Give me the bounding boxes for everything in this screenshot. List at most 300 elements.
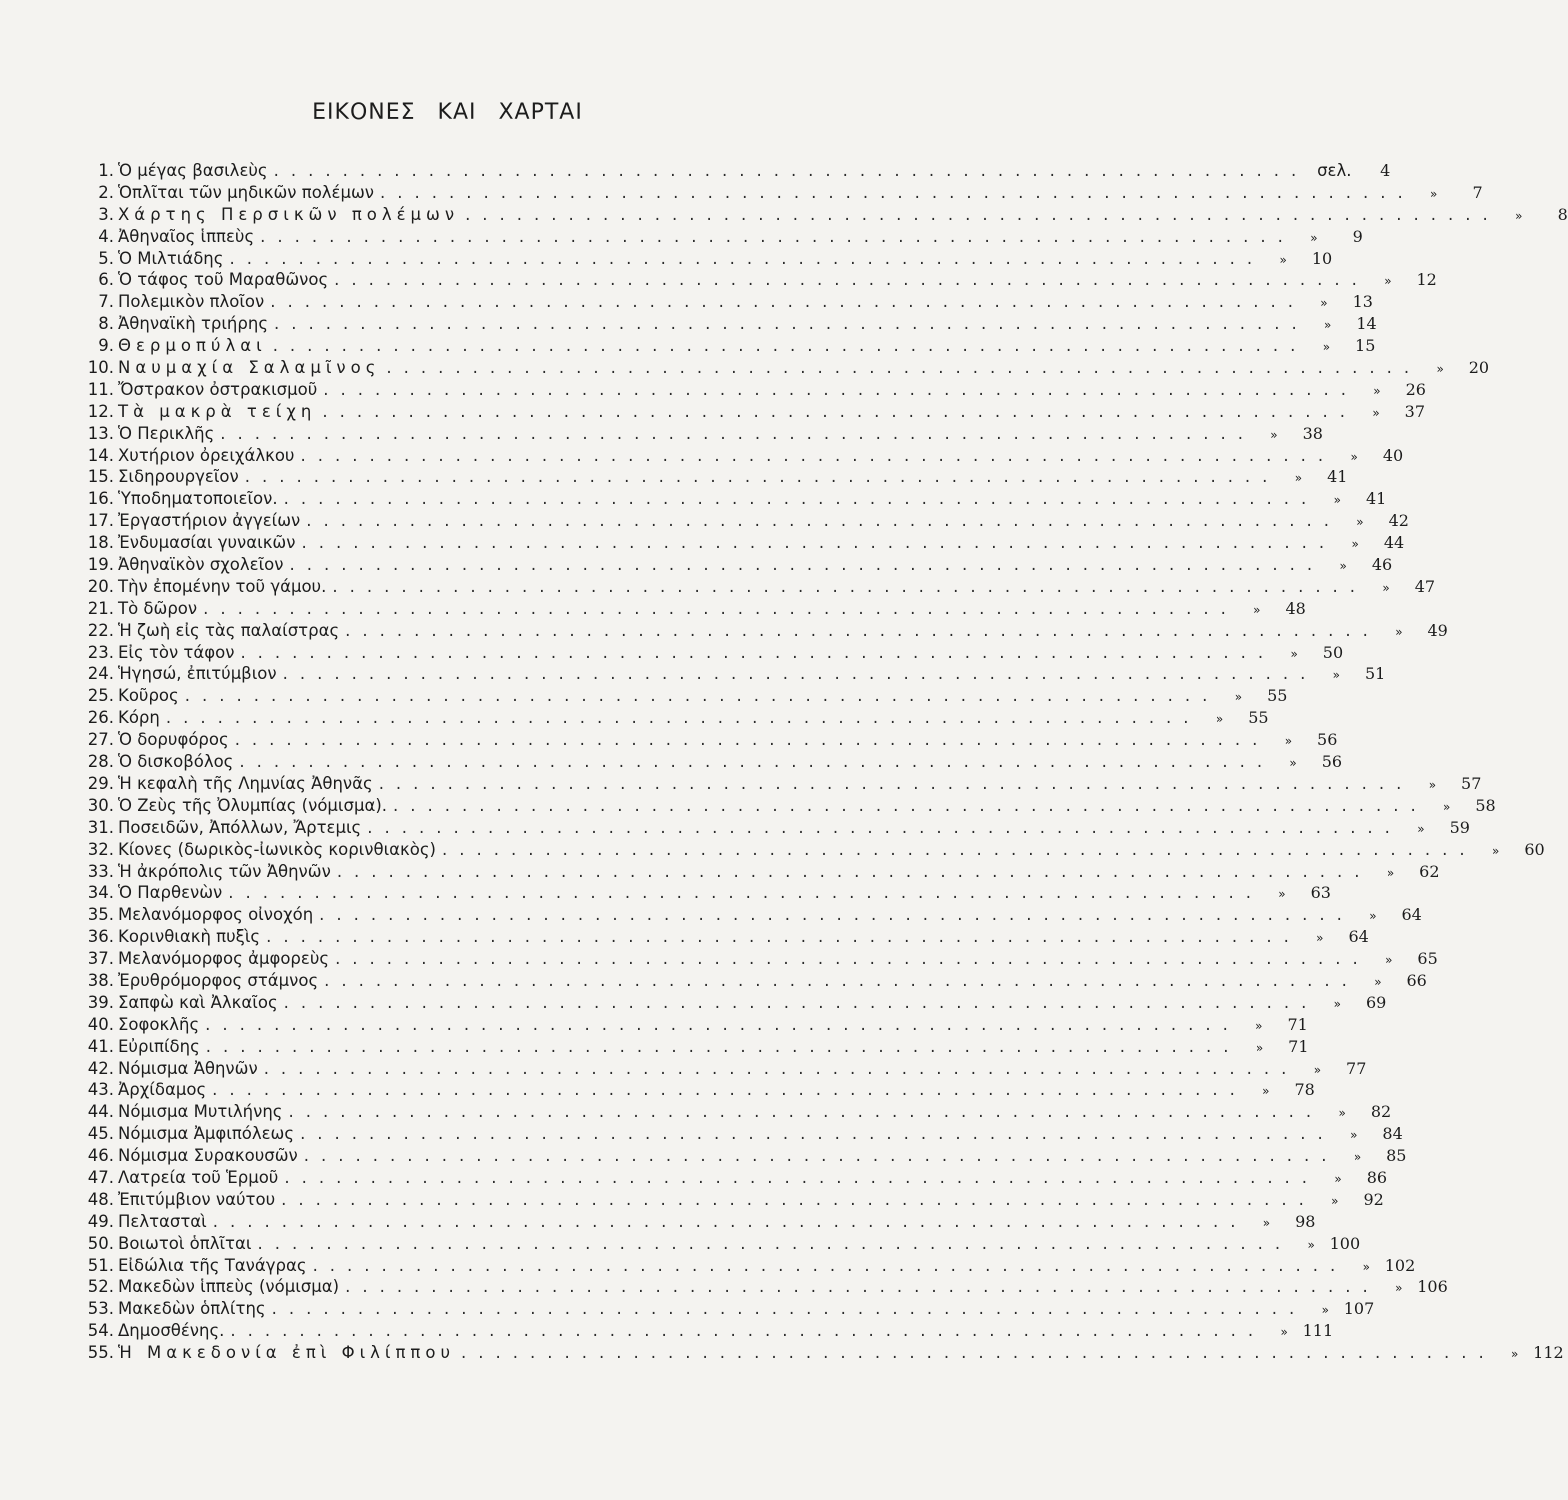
entry-title: Ἀθηναϊκὸν σχολεῖον: [118, 555, 284, 575]
entry-page-number: 84: [1382, 1124, 1403, 1144]
ditto-mark: »: [1492, 843, 1500, 858]
ditto-mark: »: [1332, 668, 1340, 683]
list-item: [70, 313, 1377, 335]
entry-title: Θερμοπύλαι: [118, 336, 267, 356]
entry-number: 42.: [87, 1058, 114, 1078]
entry-number: 54.: [87, 1321, 114, 1341]
ditto-mark: »: [1334, 1171, 1342, 1186]
entry-number: 51.: [87, 1255, 114, 1275]
entry-title: Ὑποδηματοποιεῖον.: [118, 489, 278, 509]
dot-leader: ............................................................: [367, 817, 1402, 837]
list-item: [70, 1255, 1416, 1277]
entry-number: 17.: [87, 511, 114, 531]
entry-page-number: 44: [1383, 533, 1405, 553]
ditto-mark: »: [1436, 362, 1444, 377]
dot-leader: ............................................................: [274, 314, 1309, 334]
ditto-mark: »: [1253, 602, 1261, 617]
dot-leader: ............................................................: [228, 883, 1263, 903]
entry-page-number: 15: [1355, 336, 1376, 356]
dot-leader: ............................................................: [230, 1321, 1266, 1341]
ditto-mark: »: [1428, 777, 1437, 792]
ditto-mark: »: [1356, 515, 1364, 530]
dot-leader: ............................................................: [441, 839, 1477, 859]
entry-number: 33.: [87, 861, 114, 881]
list-item: [70, 182, 1483, 204]
dot-leader: ............................................................: [300, 445, 1336, 465]
ditto-mark: »: [1321, 1303, 1329, 1318]
entry-page-number: 40: [1382, 445, 1404, 465]
dot-leader: ............................................................: [319, 905, 1354, 925]
entry-number: 55.: [87, 1343, 114, 1363]
entry-title: Νόμισμα Συρακουσῶν: [118, 1146, 298, 1166]
entry-page-number: 77: [1346, 1058, 1367, 1078]
dot-leader: ............................................................: [306, 511, 1341, 531]
list-item: [70, 751, 1343, 773]
list-item: [70, 1079, 1315, 1101]
list-item: [70, 1276, 1448, 1298]
entry-page-number: 50: [1322, 642, 1344, 662]
list-item: [70, 204, 1568, 226]
entry-title: Σοφοκλῆς: [118, 1014, 200, 1034]
entry-title: Ὄστρακον ὀστρακισμοῦ: [118, 379, 318, 399]
entry-number: 2.: [98, 182, 114, 202]
ditto-mark: »: [1262, 1215, 1271, 1230]
entry-number: 25.: [87, 686, 114, 706]
entry-title: Ἡ Μακεδονία ἐπὶ Φιλίππου: [118, 1343, 456, 1363]
dot-leader: ............................................................: [205, 1014, 1240, 1034]
list-item: [70, 882, 1331, 904]
ditto-mark: »: [1215, 712, 1224, 727]
list-item: [70, 466, 1348, 488]
entry-number: 27.: [87, 730, 114, 750]
entry-number: 35.: [87, 905, 114, 925]
entry-page-number: 7: [1472, 182, 1483, 202]
dot-leader: ............................................................: [378, 773, 1414, 793]
dot-leader: ............................................................: [334, 270, 1369, 290]
dot-leader: ............................................................: [380, 182, 1415, 202]
entry-page-number: 49: [1427, 620, 1448, 640]
entry-title: Σιδηρουργεῖον: [118, 467, 239, 487]
entry-title: Χυτήριον ὀρειχάλκου: [118, 445, 295, 465]
dot-leader: ............................................................: [282, 664, 1318, 684]
list-item: [70, 423, 1323, 445]
ditto-mark: »: [1339, 559, 1347, 574]
ditto-mark: »: [1262, 1084, 1270, 1099]
entry-number: 3.: [98, 204, 114, 224]
entry-title: Ἀρχίδαμος: [118, 1080, 207, 1100]
entry-number: 22.: [87, 620, 114, 640]
dot-leader: ............................................................: [240, 642, 1276, 662]
entry-number: 12.: [87, 401, 114, 421]
entry-number: 29.: [87, 773, 114, 793]
page-abbreviation: σελ.: [1317, 161, 1352, 180]
entry-page-number: 100: [1329, 1233, 1361, 1253]
entry-number: 9.: [98, 336, 114, 356]
dot-leader: ............................................................: [324, 970, 1359, 990]
entry-number: 18.: [87, 533, 114, 553]
list-item: [70, 1058, 1367, 1080]
ditto-mark: »: [1307, 1237, 1315, 1252]
dot-leader: ............................................................: [386, 358, 1422, 378]
entry-number: 34.: [87, 883, 114, 903]
dot-leader: ............................................................: [229, 248, 1265, 268]
dot-leader: ............................................................: [332, 576, 1368, 596]
dot-leader: ............................................................: [220, 423, 1255, 443]
list-item: [70, 839, 1545, 861]
dot-leader: ............................................................: [273, 161, 1309, 180]
entry-number: 21.: [87, 598, 114, 618]
entry-title: Ὁ Ζεὺς τῆς Ὀλυμπίας (νόμισμα).: [118, 795, 388, 815]
entry-page-number: 56: [1321, 752, 1343, 772]
entry-title: Ποσειδῶν, Ἀπόλλων, Ἄρτεμις: [118, 817, 362, 837]
entry-title: Ἀθηναϊκὴ τριήρης: [118, 314, 269, 334]
entry-number: 53.: [87, 1299, 114, 1319]
page-title: ΕΙΚΟΝΕΣ ΚΑΙ ΧΑΡΤΑΙ: [312, 100, 583, 125]
ditto-mark: »: [1382, 580, 1390, 595]
entry-title: Δημοσθένης.: [118, 1321, 225, 1341]
dot-leader: ............................................................: [212, 1080, 1247, 1100]
entry-number: 50.: [87, 1233, 114, 1253]
ditto-mark: »: [1511, 1347, 1519, 1362]
entry-number: 48.: [87, 1189, 114, 1209]
entry-page-number: 64: [1401, 905, 1422, 925]
entry-page-number: 112: [1533, 1343, 1564, 1363]
entry-number: 5.: [98, 248, 114, 268]
entry-number: 38.: [87, 970, 114, 990]
entry-page-number: 48: [1285, 598, 1306, 618]
ditto-mark: »: [1280, 1325, 1288, 1340]
entry-page-number: 26: [1405, 379, 1426, 399]
entry-title: Νόμισμα Ἀμφιπόλεως: [118, 1124, 295, 1144]
entry-number: 6.: [98, 270, 114, 290]
entry-title: Πολεμικὸν πλοῖον: [118, 292, 265, 312]
dot-leader: ............................................................: [461, 1343, 1496, 1363]
ditto-mark: »: [1322, 340, 1331, 355]
ditto-mark: »: [1313, 1062, 1322, 1077]
ditto-mark: »: [1290, 646, 1298, 661]
entry-title: Ἐνδυμασίαι γυναικῶν: [118, 533, 296, 553]
entry-number: 47.: [87, 1167, 114, 1187]
entry-number: 11.: [87, 379, 114, 399]
entry-page-number: 41: [1327, 467, 1348, 487]
dot-leader: ............................................................: [184, 686, 1220, 706]
entry-page-number: 66: [1406, 970, 1427, 990]
dot-leader: ............................................................: [301, 533, 1337, 553]
entry-number: 24.: [87, 664, 114, 684]
entry-page-number: 10: [1311, 248, 1333, 268]
entry-number: 44.: [87, 1102, 114, 1122]
list-item: [70, 160, 1391, 182]
ditto-mark: »: [1320, 296, 1328, 311]
list-item: [70, 773, 1482, 795]
entry-page-number: 62: [1419, 861, 1440, 881]
dot-leader: ............................................................: [263, 1058, 1299, 1078]
entry-page-number: 60: [1524, 839, 1545, 859]
entry-title: Τὴν ἐπομένην τοῦ γάμου.: [118, 576, 327, 596]
list-item: [70, 1014, 1308, 1036]
entry-title: Μελανόμορφος οἰνοχόη: [118, 905, 314, 925]
list-item: [70, 1101, 1392, 1123]
dot-leader: ............................................................: [288, 1102, 1324, 1122]
dot-leader: ............................................................: [239, 752, 1275, 772]
entry-page-number: 55: [1267, 686, 1288, 706]
entry-title: Μακεδὼν ὁπλίτης: [118, 1299, 266, 1319]
ditto-mark: »: [1395, 1281, 1403, 1296]
list-item: [70, 992, 1387, 1014]
list-item: [70, 291, 1373, 313]
list-item: [70, 1123, 1403, 1145]
list-item: [70, 226, 1363, 248]
ditto-mark: »: [1395, 624, 1403, 639]
dot-leader: ............................................................: [283, 489, 1319, 509]
entry-page-number: 58: [1475, 795, 1496, 815]
entry-page-number: 47: [1414, 576, 1436, 596]
list-item: [70, 663, 1386, 685]
list-item: [70, 1167, 1388, 1189]
entry-page-number: 9: [1352, 226, 1363, 246]
entry-title: Βοιωτοὶ ὁπλῖται: [118, 1233, 252, 1253]
ditto-mark: »: [1331, 1193, 1339, 1208]
list-item: [70, 904, 1422, 926]
entry-page-number: 86: [1366, 1167, 1388, 1187]
ditto-mark: »: [1255, 1018, 1263, 1033]
entry-number: 1.: [98, 161, 114, 180]
ditto-mark: »: [1350, 1128, 1358, 1143]
entry-title: Ἡ ἀκρόπολις τῶν Ἀθηνῶν: [118, 861, 331, 881]
entry-number: 36.: [87, 927, 114, 947]
entry-page-number: 92: [1363, 1189, 1384, 1209]
ditto-mark: »: [1353, 1150, 1362, 1165]
entry-page-number: 57: [1461, 773, 1482, 793]
entry-number: 23.: [87, 642, 114, 662]
entry-title: Μελανόμορφος ἀμφορεὺς: [118, 949, 330, 969]
dot-leader: ............................................................: [271, 1299, 1307, 1319]
entry-page-number: 65: [1417, 949, 1438, 969]
entry-page-number: 12: [1416, 270, 1437, 290]
entry-number: 49.: [87, 1211, 114, 1231]
ditto-mark: »: [1310, 230, 1318, 245]
ditto-mark: »: [1430, 186, 1438, 201]
entry-page-number: 71: [1288, 1036, 1309, 1056]
entry-page-number: 38: [1302, 423, 1323, 443]
dot-leader: ............................................................: [165, 708, 1201, 728]
entry-page-number: 56: [1317, 730, 1338, 750]
ditto-mark: »: [1362, 1259, 1370, 1274]
entry-title: Τὰ μακρὰ τείχη: [118, 401, 317, 421]
ditto-mark: »: [1369, 909, 1377, 924]
dot-leader: ............................................................: [212, 1211, 1248, 1231]
dot-leader: ............................................................: [205, 1036, 1241, 1056]
entry-number: 26.: [87, 708, 114, 728]
list-item: [70, 379, 1426, 401]
entry-title: Ἐρυθρόμορφος στάμνος: [118, 970, 319, 990]
entry-page-number: 20: [1468, 358, 1490, 378]
ditto-mark: »: [1373, 383, 1381, 398]
entry-page-number: 14: [1356, 314, 1377, 334]
ditto-mark: »: [1386, 865, 1395, 880]
dot-leader: ............................................................: [322, 401, 1358, 421]
list-item: [70, 1036, 1309, 1058]
entry-title: Κόρη: [118, 708, 160, 728]
list-item: [70, 970, 1427, 992]
ditto-mark: »: [1255, 1040, 1264, 1055]
ditto-mark: »: [1333, 996, 1342, 1011]
entry-title: Νόμισμα Μυτιλήνης: [118, 1102, 283, 1122]
entry-page-number: 13: [1352, 292, 1373, 312]
dot-leader: ............................................................: [257, 1233, 1293, 1253]
entry-page-number: 8: [1557, 204, 1568, 224]
entry-title: Ὁ μέγας βασιλεὺς: [118, 161, 268, 180]
entry-page-number: 107: [1343, 1299, 1375, 1319]
entry-page-number: 102: [1384, 1255, 1416, 1275]
entry-title: Εἰς τὸν τάφον: [118, 642, 235, 662]
ditto-mark: »: [1234, 690, 1243, 705]
entry-number: 41.: [87, 1036, 114, 1056]
entry-title: Ἡ κεφαλὴ τῆς Λημνίας Ἀθηνᾶς: [118, 773, 373, 793]
entry-title: Ὁ Παρθενὼν: [118, 883, 223, 903]
entry-number: 45.: [87, 1124, 114, 1144]
entry-number: 43.: [87, 1080, 114, 1100]
entry-number: 52.: [87, 1277, 114, 1297]
entry-title: Νόμισμα Ἀθηνῶν: [118, 1058, 258, 1078]
entry-page-number: 37: [1404, 401, 1426, 421]
entry-title: Ὁ τάφος τοῦ Μαραθῶνος: [118, 270, 329, 290]
dot-leader: ............................................................: [323, 379, 1358, 399]
dot-leader: ............................................................: [336, 861, 1372, 881]
dot-leader: ............................................................: [203, 598, 1238, 618]
entry-title: Ὁ δισκοβόλος: [118, 752, 234, 772]
entry-title: Ἀθηναῖος ἱππεὺς: [118, 226, 255, 246]
list-item: [70, 620, 1448, 642]
ditto-mark: »: [1338, 1106, 1346, 1121]
entry-title: Κορινθιακὴ πυξὶς: [118, 927, 261, 947]
entry-page-number: 42: [1388, 511, 1409, 531]
entry-title: Εἰδώλια τῆς Τανάγρας: [118, 1255, 307, 1275]
entry-number: 31.: [87, 817, 114, 837]
entry-page-number: 55: [1248, 708, 1269, 728]
ditto-mark: »: [1350, 449, 1358, 464]
entry-number: 8.: [98, 314, 114, 334]
dot-leader: ............................................................: [234, 730, 1270, 750]
list-item: [70, 576, 1436, 598]
entry-page-number: 98: [1295, 1211, 1316, 1231]
ditto-mark: »: [1417, 821, 1425, 836]
entry-page-number: 82: [1370, 1102, 1392, 1122]
list-item: [70, 1298, 1375, 1320]
entry-page-number: 69: [1365, 992, 1387, 1012]
entry-page-number: 51: [1364, 664, 1386, 684]
dot-leader: ............................................................: [283, 992, 1319, 1012]
list-item: [70, 795, 1496, 817]
list-item: [70, 1320, 1334, 1342]
ditto-mark: »: [1384, 274, 1392, 289]
ditto-mark: »: [1443, 799, 1451, 814]
ditto-mark: »: [1351, 537, 1359, 552]
dot-leader: ............................................................: [303, 1146, 1339, 1166]
list-item: [70, 817, 1470, 839]
entry-number: 30.: [87, 795, 114, 815]
dot-leader: ............................................................: [465, 204, 1500, 224]
dot-leader: ............................................................: [345, 1277, 1380, 1297]
ditto-mark: »: [1324, 318, 1332, 333]
entry-page-number: 46: [1371, 555, 1393, 575]
entry-page-number: 4: [1380, 161, 1391, 180]
entry-page-number: 63: [1310, 883, 1331, 903]
entry-title: Ὁ Μιλτιάδης: [118, 248, 224, 268]
ditto-mark: »: [1279, 252, 1287, 267]
list-item: [70, 1233, 1361, 1255]
ditto-mark: »: [1372, 405, 1380, 420]
entry-number: 15.: [87, 467, 114, 487]
list-item: [70, 248, 1333, 270]
entry-number: 46.: [87, 1146, 114, 1166]
entry-title: Ὁπλῖται τῶν μηδικῶν πολέμων: [118, 182, 375, 202]
entry-number: 39.: [87, 992, 114, 1012]
entry-number: 10.: [87, 358, 114, 378]
entry-page-number: 64: [1348, 927, 1369, 947]
list-item: [70, 510, 1409, 532]
entry-number: 20.: [87, 576, 114, 596]
list-item: [70, 1145, 1407, 1167]
entry-number: 32.: [87, 839, 114, 859]
entry-page-number: 85: [1386, 1146, 1407, 1166]
entry-number: 14.: [87, 445, 114, 465]
dot-leader: ............................................................: [289, 555, 1325, 575]
list-item: [70, 707, 1269, 729]
list-item: [70, 445, 1404, 467]
ditto-mark: »: [1333, 493, 1341, 508]
ditto-mark: »: [1289, 756, 1297, 771]
ditto-mark: »: [1284, 734, 1293, 749]
ditto-mark: »: [1294, 471, 1303, 486]
entry-number: 40.: [87, 1014, 114, 1034]
dot-leader: ............................................................: [284, 1167, 1320, 1187]
entry-title: Χάρτης Περσικῶν πολέμων: [118, 204, 460, 224]
list-item: [70, 554, 1393, 576]
list-item: [70, 335, 1376, 357]
illustrations-list: [70, 160, 1568, 1364]
list-item: [70, 532, 1405, 554]
list-item: [70, 357, 1490, 379]
ditto-mark: »: [1270, 427, 1278, 442]
entry-title: Ἐργαστήριον ἀγγείων: [118, 511, 301, 531]
ditto-mark: »: [1385, 953, 1393, 968]
entry-title: Μακεδὼν ἱππεὺς (νόμισμα): [118, 1277, 340, 1297]
entry-title: Τὸ δῶρον: [118, 598, 198, 618]
entry-number: 4.: [98, 226, 114, 246]
dot-leader: ............................................................: [300, 1124, 1335, 1144]
entry-title: Κίονες (δωρικὸς-ἰωνικὸς κορινθιακὸς): [118, 839, 436, 859]
list-item: [70, 926, 1369, 948]
list-item: [70, 1189, 1384, 1211]
list-item: [70, 642, 1344, 664]
entry-title: Ἡ ζωὴ εἰς τὰς παλαίστρας: [118, 620, 340, 640]
entry-number: 37.: [87, 949, 114, 969]
dot-leader: ............................................................: [345, 620, 1380, 640]
entry-number: 16.: [87, 489, 114, 509]
entry-page-number: 59: [1449, 817, 1470, 837]
entry-title: Ὁ δορυφόρος: [118, 730, 229, 750]
entry-title: Ναυμαχία Σαλαμῖνος: [118, 358, 381, 378]
ditto-mark: »: [1374, 974, 1382, 989]
list-item: [70, 861, 1440, 883]
ditto-mark: »: [1316, 931, 1324, 946]
list-item: [70, 685, 1288, 707]
entry-title: Ἐπιτύμβιον ναύτου: [118, 1189, 276, 1209]
dot-leader: ............................................................: [272, 336, 1308, 356]
entry-number: 28.: [87, 752, 114, 772]
entry-title: Πελτασταὶ: [118, 1211, 207, 1231]
